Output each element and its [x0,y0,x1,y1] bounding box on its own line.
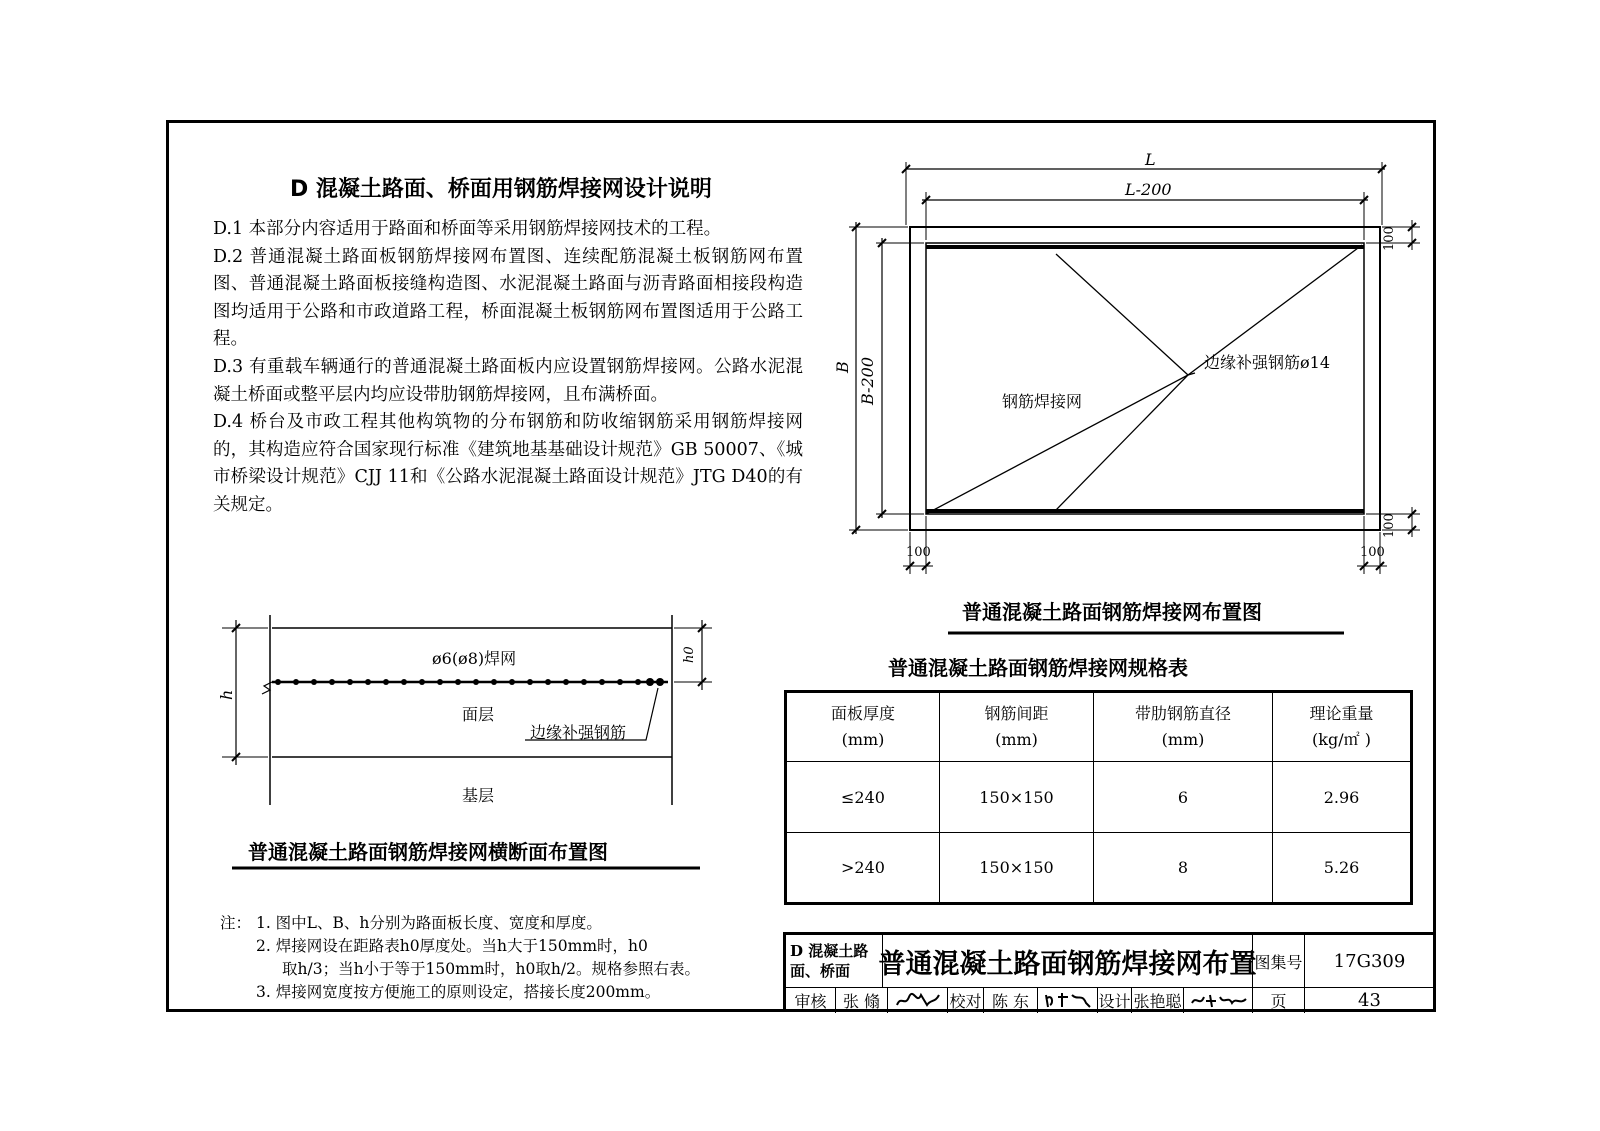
cell-spacing: 150×150 [940,833,1094,904]
review-signature-image [893,989,943,1011]
table-row [786,833,1412,904]
cell-spacing: 150×150 [940,762,1094,833]
base-layer-label: 基层 [462,786,495,805]
note-1: 注： 1. 图中L、B、h分别为路面板长度、宽度和厚度。 [220,914,602,932]
edge-bar-label: 边缘补强钢筋ø14 [1204,353,1330,372]
section-mesh-label: ø6(ø8)焊网 [432,649,517,668]
check-label: 校对 [948,987,984,1013]
cell-thickness: ≤240 [786,762,940,833]
note-2-cont: 取h/3；当h小于等于150mm时，h0取h/2。规格参照右表。 [282,960,700,978]
mesh-label: 钢筋焊接网 [1002,392,1083,411]
design-name: 张艳聪 [1132,987,1184,1013]
category-cell: D 混凝土路 面、桥面 [786,935,883,987]
atlas-label: 图集号 [1253,935,1305,987]
review-signature [888,987,948,1013]
table-header-row [786,692,1412,762]
dim-100-bottom-right: 100 [1360,545,1385,560]
page-label: 页 [1253,987,1305,1013]
note-2: 2. 焊接网设在距路表h0厚度处。当h大于150mm时，h0 [256,937,648,955]
dim-100-right-top: 100 [1382,226,1397,251]
dim-100-right-bottom: 100 [1382,513,1397,538]
review-name: 张 翛 [836,987,888,1013]
dim-B200-label: B-200 [858,357,877,405]
section-h-label: h [217,689,236,700]
header-thickness: 面板厚度 (mm) [786,692,940,762]
section-title: D 混凝土路面、桥面用钢筋焊接网设计说明 [290,177,712,202]
header-spacing: 钢筋间距 (mm) [940,692,1094,762]
footnotes [220,912,700,1004]
paragraph-d4: D.4 桥台及市政工程其他构筑物的分布钢筋和防收缩钢筋采用钢筋焊接网的，其构造应符合国家现行标准《建筑地基基础设计规范》GB 50007、《城市桥梁设计规范》CJJ 11和《公路水泥混凝土路面设计规范》JTG D40的有关规定。 [213,412,803,515]
section-caption: 普通混凝土路面钢筋焊接网横断面布置图 [248,840,608,864]
title-block [783,932,1434,1010]
cell-diameter: 6 [1094,762,1273,833]
cell-weight: 5.26 [1273,833,1412,904]
dim-L200-label: L-200 [1125,180,1172,199]
check-signature-image [1042,989,1094,1011]
page-number: 43 [1358,989,1381,1011]
surface-layer-label: 面层 [462,705,495,724]
dim-L-label: L [1145,150,1156,169]
design-signature-image [1188,989,1248,1011]
header-diameter: 带肋钢筋直径 (mm) [1094,692,1273,762]
drawing-title: 普通混凝土路面钢筋焊接网布置 [883,935,1253,987]
cell-diameter: 8 [1094,833,1273,904]
paragraph-d2: D.2 普通混凝土路面板钢筋焊接网布置图、连续配筋混凝土板钢筋网布置图、普通混凝土路面板接缝构造图、水泥混凝土路面与沥青路面相接段构造图均适用于公路和市政道路工程，桥面混凝土板钢筋网布置图适用于公路工程。 [213,246,803,350]
note-3: 3. 焊接网宽度按方便施工的原则设定，搭接长度200mm。 [256,983,661,1001]
paragraph-d1: D.1 本部分内容适用于路面和桥面等采用钢筋焊接网技术的工程。 [213,219,722,239]
plan-caption: 普通混凝土路面钢筋焊接网布置图 [962,600,1262,624]
spec-table-title: 普通混凝土路面钢筋焊接网规格表 [888,656,1188,680]
section-h0-label: h0 [682,646,697,663]
dim-100-bottom-left: 100 [906,545,931,560]
table-row [786,762,1412,833]
dim-B-label: B [833,361,852,373]
atlas-number: 17G309 [1333,950,1406,972]
cell-thickness: >240 [786,833,940,904]
check-signature [1038,987,1098,1013]
paragraph-d3: D.3 有重载车辆通行的普通混凝土路面板内应设置钢筋焊接网。公路水泥混凝土桥面或整平层内均应设带肋钢筋焊接网，且布满桥面。 [213,356,803,405]
header-weight: 理论重量 (kg/㎡ ) [1273,692,1412,762]
design-signature [1184,987,1253,1013]
cell-weight: 2.96 [1273,762,1412,833]
design-label: 设计 [1098,987,1132,1013]
section-edge-label: 边缘补强钢筋 [530,723,627,742]
spec-table [784,690,1413,905]
review-label: 审核 [786,987,836,1013]
check-name: 陈 东 [984,987,1038,1013]
